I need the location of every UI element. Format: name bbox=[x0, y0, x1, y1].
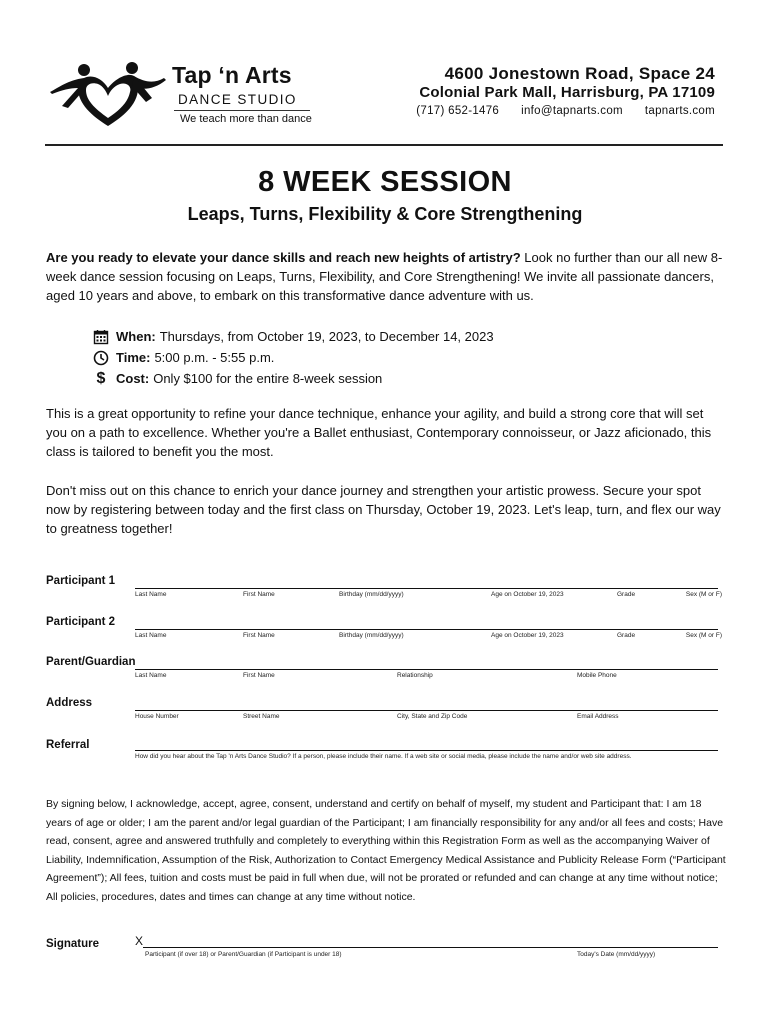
field-age: Age on October 19, 2023 bbox=[491, 632, 564, 639]
field-last-name: Last Name bbox=[135, 591, 167, 598]
field-first-name: First Name bbox=[243, 591, 275, 598]
logo-tagline: We teach more than dance bbox=[180, 113, 312, 125]
detail-when-label: When: bbox=[116, 329, 156, 344]
address-line-1: 4600 Jonestown Road, Space 24 bbox=[444, 64, 715, 83]
detail-when bbox=[92, 326, 494, 347]
field-street-name: Street Name bbox=[243, 713, 280, 720]
signature-date-hint: Today's Date (mm/dd/yyyy) bbox=[577, 951, 656, 958]
participant-1-label: Participant 1 bbox=[46, 575, 116, 587]
field-sex: Sex (M or F) bbox=[685, 632, 722, 639]
field-grade: Grade bbox=[617, 632, 636, 639]
session-details bbox=[92, 326, 494, 389]
contact-row bbox=[416, 105, 715, 117]
website: tapnarts.com bbox=[644, 105, 715, 117]
field-relationship: Relationship bbox=[397, 672, 433, 679]
address-line[interactable] bbox=[135, 710, 718, 720]
detail-time bbox=[92, 347, 494, 368]
page-subtitle: Leaps, Turns, Flexibility & Core Strengthening bbox=[187, 204, 583, 224]
field-birthday: Birthday (mm/dd/yyyy) bbox=[339, 632, 404, 639]
field-house-number: House Number bbox=[135, 713, 179, 720]
field-birthday: Birthday (mm/dd/yyyy) bbox=[339, 591, 404, 598]
phone-number: (717) 652-1476 bbox=[416, 105, 500, 117]
field-mobile-phone: Mobile Phone bbox=[577, 672, 617, 679]
field-email-address: Email Address bbox=[577, 713, 619, 720]
intro-lead: Are you ready to elevate your dance skills and reach new heights of artistry? bbox=[46, 250, 521, 265]
detail-cost bbox=[92, 368, 494, 389]
intro-paragraph bbox=[46, 248, 726, 305]
participant-2-line[interactable] bbox=[135, 629, 722, 639]
legal-acknowledgement: By signing below, I acknowledge, accept, agree, consent, understand and certify on behalf of myself, my student and Participant that: I am 18 years of age or older; I am the parent and/or legal guardian of the Participant; I am financially responsibility for any and/or all fees and costs; Have read, consent, agree and answered truthfully and completely to everything within this Registration Form as well as the accompanying Waiver of Liability, Indemnification, Assumption of the Risk, Authorization to Contact Emergency Medical Assistance and Publicity Release Form (“Participant Agreement”); All fees, tuition and costs must be paid in full when due, will not be prorated or refunded and can change at any time without notice; All policies, procedures, dates and times can change at any time without notice. bbox=[46, 798, 726, 903]
address-label: Address bbox=[46, 697, 93, 709]
page-title: 8 WEEK SESSION bbox=[258, 166, 512, 198]
detail-when-value: Thursdays, from October 19, 2023, to December 14, 2023 bbox=[159, 329, 494, 344]
field-city-state-zip: City, State and Zip Code bbox=[397, 713, 468, 720]
dancers-heart-logo-icon bbox=[48, 58, 168, 128]
detail-cost-label: Cost: bbox=[116, 371, 150, 386]
field-sex: Sex (M or F) bbox=[685, 591, 722, 598]
email-address: info@tapnarts.com bbox=[521, 105, 623, 117]
field-referral-hint: How did you hear about the Tap 'n Arts Dance Studio? If a person, please include their name. If a web site or social media, please include the name and/or web site address. bbox=[135, 753, 632, 760]
field-grade: Grade bbox=[617, 591, 636, 598]
participant-2-label: Participant 2 bbox=[46, 616, 116, 628]
referral-label: Referral bbox=[46, 739, 90, 751]
participant-1-line[interactable] bbox=[135, 588, 722, 598]
field-age: Age on October 19, 2023 bbox=[491, 591, 564, 598]
body-paragraph-2: This is a great opportunity to refine your dance technique, enhance your agility, and build a strong core that will set you on a path to excellence. Whether you're a Ballet enthusiast, Contemporary connoisseur, or Jazz aficionado, this class is tailored to benefit you the most. bbox=[46, 406, 712, 459]
logo-subtitle: DANCE STUDIO bbox=[178, 92, 297, 107]
address-line-2: Colonial Park Mall, Harrisburg, PA 17109 bbox=[419, 84, 715, 101]
referral-line[interactable] bbox=[135, 750, 718, 760]
logo-title: Tap ‘n Arts bbox=[172, 62, 292, 88]
header-divider bbox=[45, 144, 723, 146]
logo-divider bbox=[174, 110, 310, 111]
signature-line[interactable] bbox=[143, 947, 718, 958]
parent-guardian-line[interactable] bbox=[135, 669, 718, 679]
detail-time-value: 5:00 p.m. - 5:55 p.m. bbox=[154, 350, 275, 365]
parent-guardian-label: Parent/Guardian bbox=[46, 656, 136, 668]
signature-participant-hint: Participant (if over 18) or Parent/Guardian (if Participant is under 18) bbox=[145, 951, 342, 958]
field-first-name: First Name bbox=[243, 632, 275, 639]
intro-rest: Look no further than our all new 8-week dance session focusing on Leaps, Turns, Flexibility, and Core Strengthening! We invite all passionate dancers, aged 10 years and above, to embark on this transformative dance adventure with us. bbox=[46, 250, 723, 303]
detail-cost-value: Only $100 for the entire 8-week session bbox=[153, 371, 383, 386]
signature-label: Signature bbox=[46, 938, 100, 950]
calendar-icon bbox=[92, 329, 110, 345]
dollar-icon: $ bbox=[96, 370, 106, 387]
field-first-name: First Name bbox=[243, 672, 275, 679]
clock-icon bbox=[92, 350, 110, 366]
signature-x-mark: X bbox=[135, 934, 144, 948]
body-paragraph-3: Don't miss out on this chance to enrich your dance journey and strengthen your artistic prowess. Secure your spot now by registering between today and the first class on Thursday, October 19, 2023. Let's leap, turn, and flex our way to greatness together! bbox=[46, 483, 721, 536]
detail-time-label: Time: bbox=[116, 350, 151, 365]
field-last-name: Last Name bbox=[135, 672, 167, 679]
field-last-name: Last Name bbox=[135, 632, 167, 639]
